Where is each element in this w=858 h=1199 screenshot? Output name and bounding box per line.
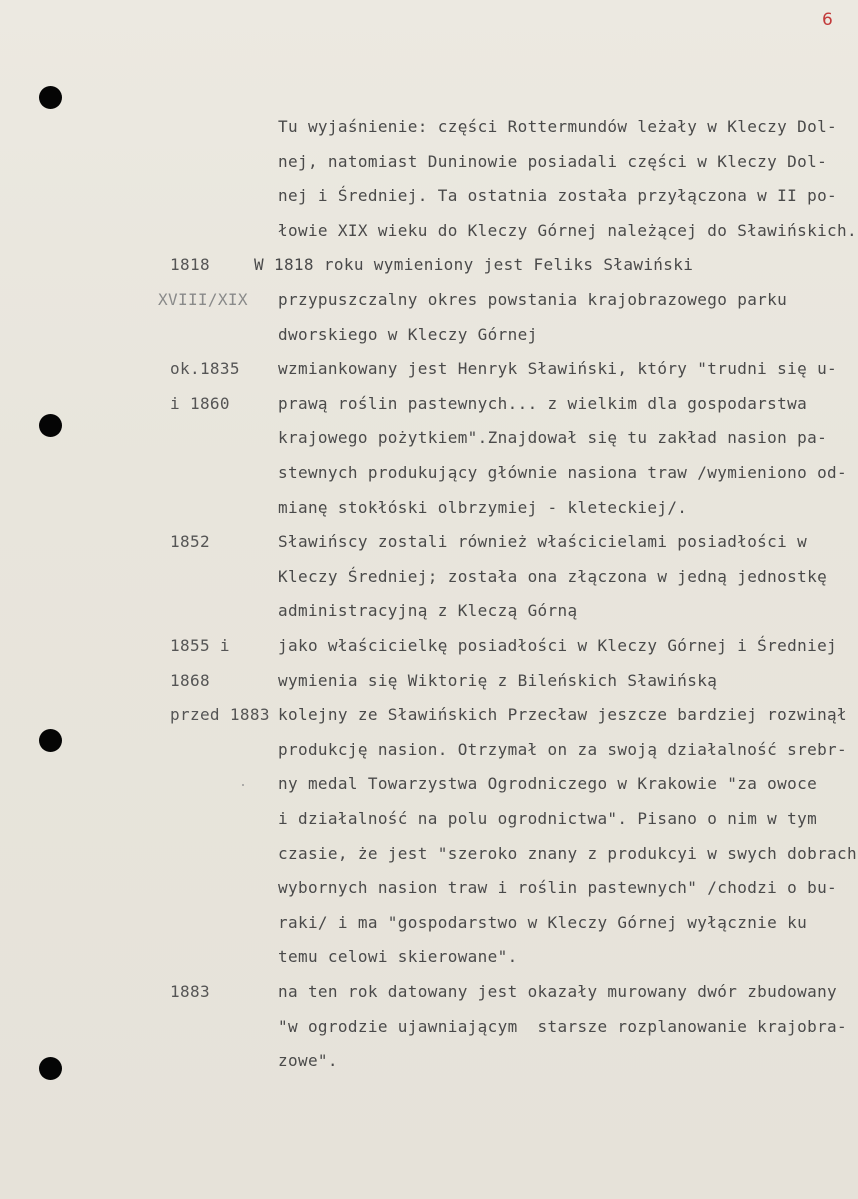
text-line: i działalność na polu ogrodnictwa". Pisano o nim w tym (278, 809, 818, 828)
date-label: przed 1883 (170, 705, 270, 725)
text-line: dworskiego w Kleczy Górnej (278, 324, 538, 344)
text-line: "w ogrodzie ujawniającym starsze rozplanowanie krajobra- (278, 1016, 848, 1036)
text-line: administracyjną z Kleczą Górną (278, 601, 578, 621)
paper-speck (242, 784, 244, 786)
text-line: produkcję nasion. Otrzymał on za swoją działalność srebr- (278, 739, 848, 759)
text-line: na ten rok datowany jest okazały murowany dwór zbudowany (278, 982, 838, 1001)
date-label: ok.1835 (170, 359, 240, 379)
punch-hole (39, 729, 62, 752)
text-line: wzmiankowany jest Henryk Sławiński, który "trudni się u- (278, 359, 838, 379)
date-label: 1818 (170, 255, 210, 275)
text-line: raki/ i ma "gospodarstwo w Kleczy Górnej wyłącznie ku (278, 912, 808, 932)
text-line: kolejny ze Sławińskich Przecław jeszcze bardziej rozwinął (278, 705, 848, 725)
text-line: czasie, że jest "szeroko znany z produkcyi w swych dobrach (278, 843, 858, 863)
punch-hole (39, 414, 62, 437)
text-line: wymienia się Wiktorię z Bileńskich Sławińską (278, 670, 718, 690)
text-line: W 1818 roku wymieniony jest Feliks Sławiński (254, 255, 694, 275)
text-line: przypuszczalny okres powstania krajobrazowego parku (278, 290, 788, 309)
text-line: Tu wyjaśnienie: części Rottermundów leżały w Kleczy Dol- (278, 117, 838, 136)
date-label: 1868 (170, 670, 210, 690)
text-line: Kleczy Średniej; została ona złączona w jedną jednostkę (278, 566, 828, 586)
text-line: stewnych produkujący głównie nasiona traw /wymieniono od- (278, 463, 848, 482)
date-label: 1855 i (170, 636, 230, 655)
text-line: nej i Średniej. Ta ostatnia została przyłączona w II po- (278, 186, 838, 206)
text-line: mianę stokłóski olbrzymiej - kleteckiej/. (278, 497, 688, 517)
text-line: zowe". (278, 1051, 338, 1071)
text-line: temu celowi skierowane". (278, 947, 518, 967)
punch-hole (39, 1057, 62, 1080)
date-label: i 1860 (170, 393, 230, 413)
text-line: prawą roślin pastewnych... z wielkim dla gospodarstwa (278, 393, 808, 413)
text-line: łowie XIX wieku do Kleczy Górnej należącej do Sławińskich. (278, 220, 858, 240)
text-line: jako właścicielkę posiadłości w Kleczy Górnej i Średniej (278, 636, 838, 655)
date-label: 1852 (170, 532, 210, 552)
date-label: 1883 (170, 982, 210, 1001)
text-line: nej, natomiast Duninowie posiadali części w Kleczy Dol- (278, 151, 828, 171)
punch-hole (39, 86, 62, 109)
text-line: wybornych nasion traw i roślin pastewnych" /chodzi o bu- (278, 878, 838, 898)
date-label: XVIII/XIX (158, 290, 248, 309)
page-number: 6 (822, 10, 833, 30)
text-line: Sławińscy zostali również właścicielami posiadłości w (278, 532, 808, 552)
text-line: ny medal Towarzystwa Ogrodniczego w Krakowie "za owoce (278, 774, 818, 794)
text-line: krajowego pożytkiem".Znajdował się tu zakład nasion pa- (278, 428, 828, 448)
